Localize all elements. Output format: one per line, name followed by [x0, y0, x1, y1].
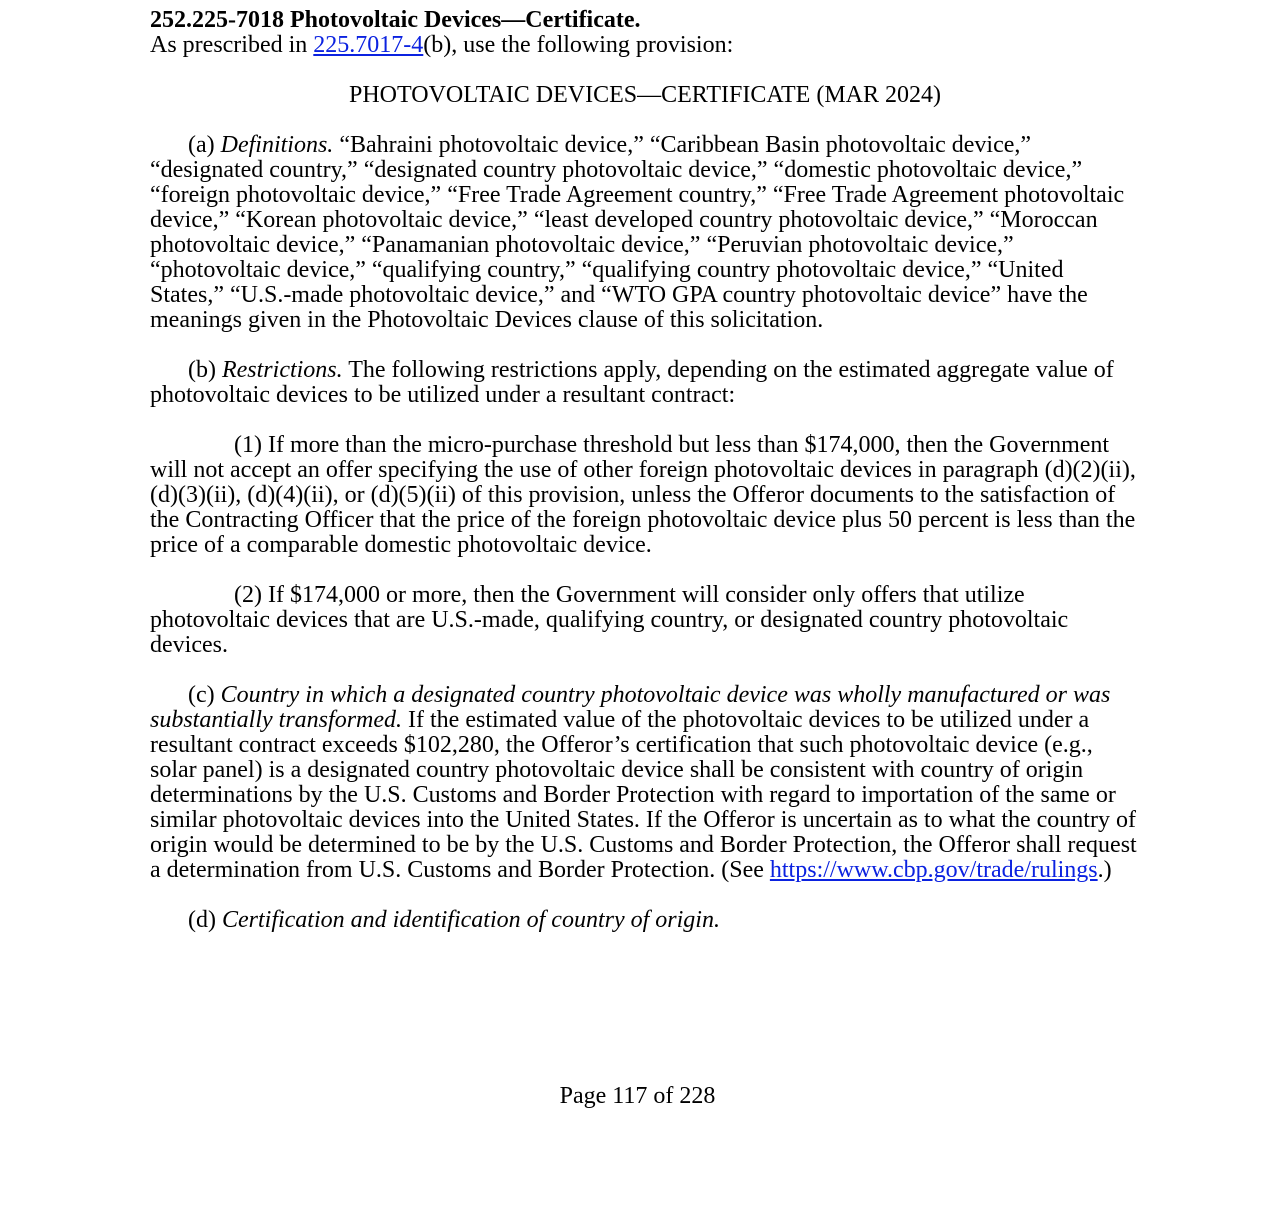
paragraph-b2: (2) If $174,000 or more, then the Government will consider only offers that utilize photovoltaic devices that are U.S.-made, qualifying country, or designated country photovoltaic devices.	[150, 582, 1069, 658]
page-number: Page 117 of 228	[559, 1083, 716, 1109]
paragraph-b-text: The following restrictions apply, depending on the estimated aggregate value of photovoltaic devices to be utilized under a resultant contract:	[150, 357, 1114, 408]
paragraph-d-label: (d)	[188, 907, 222, 933]
paragraph-c-label: (c)	[188, 682, 221, 708]
section-heading: 252.225-7018 Photovoltaic Devices—Certificate.	[150, 7, 641, 33]
paragraph-a-title: Definitions.	[220, 132, 334, 158]
paragraph-c-text: If the estimated value of the photovoltaic devices to be utilized under a resultant contract exceeds $102,280, the Offeror’s certification that such photovoltaic device (e.g., solar panel) is a designated country photovoltaic device shall be consistent with country of origin determinations by the U.S. Customs and Border Protection with regard to importation of the same or similar photovoltaic devices into the United States. If the Offeror is uncertain as to what the country of origin would be determined to be by the U.S. Customs and Border Protection, the Offeror shall request a determination from U.S. Customs and Border Protection. (See	[150, 707, 1137, 883]
intro-prefix: As prescribed in	[150, 32, 314, 58]
intro-suffix: (b), use the following provision:	[423, 32, 734, 58]
spacer	[150, 333, 1140, 358]
provision-title: PHOTOVOLTAIC DEVICES—CERTIFICATE (MAR 2024)	[349, 82, 941, 108]
paragraph-a	[150, 133, 1140, 333]
paragraph-b1: (1) If more than the micro-purchase threshold but less than $174,000, then the Government will not accept an offer specifying the use of other foreign photovoltaic devices in paragraph (d)(2)(ii), (d)(3)(ii), (d)(4)(ii), or (d)(5)(ii) of this provision, unless the Offeror documents to the satisfaction of the Contracting Officer that the price of the foreign photovoltaic device plus 50 percent is less than the price of a comparable domestic photovoltaic device.	[150, 432, 1136, 558]
paragraph-d	[150, 908, 1140, 933]
spacer	[150, 658, 1140, 683]
spacer	[150, 558, 1140, 583]
paragraph-a-label: (a)	[188, 132, 221, 158]
paragraph-d-title: Certification and identification of country of origin.	[221, 907, 720, 933]
spacer	[150, 58, 1140, 83]
paragraph-b	[150, 358, 1140, 408]
spacer	[150, 883, 1140, 908]
reference-link[interactable]: 225.7017-4	[313, 32, 424, 58]
paragraph-c-suffix: .)	[1097, 857, 1112, 883]
paragraph-a-text: “Bahraini photovoltaic device,” “Caribbean Basin photovoltaic device,” “designated country,” “designated country photovoltaic device,” “domestic photovoltaic device,” “foreign photovoltaic device,” “Free Trade Agreement country,” “Free Trade Agreement photovoltaic device,” “Korean photovoltaic device,” “least developed country photovoltaic device,” “Moroccan photovoltaic device,” “Panamanian photovoltaic device,” “Peruvian photovoltaic device,” “photovoltaic device,” “qualifying country,” “qualifying country photovoltaic device,” “United States,” “U.S.-made photovoltaic device,” and “WTO GPA country photovoltaic device” have the meanings given in the Photovoltaic Devices clause of this solicitation.	[150, 132, 1125, 333]
spacer	[150, 108, 1140, 133]
intro-line	[150, 33, 1140, 58]
spacer	[150, 408, 1140, 433]
document-page	[150, 8, 1140, 933]
paragraph-c-title: Country in which a designated country photovoltaic device was wholly manufactured or was substantially transformed.	[150, 682, 1111, 733]
paragraph-b-title: Restrictions.	[221, 357, 343, 383]
paragraph-c	[150, 683, 1140, 883]
paragraph-b-label: (b)	[188, 357, 222, 383]
cbp-rulings-link[interactable]: https://www.cbp.gov/trade/rulings	[769, 857, 1098, 883]
